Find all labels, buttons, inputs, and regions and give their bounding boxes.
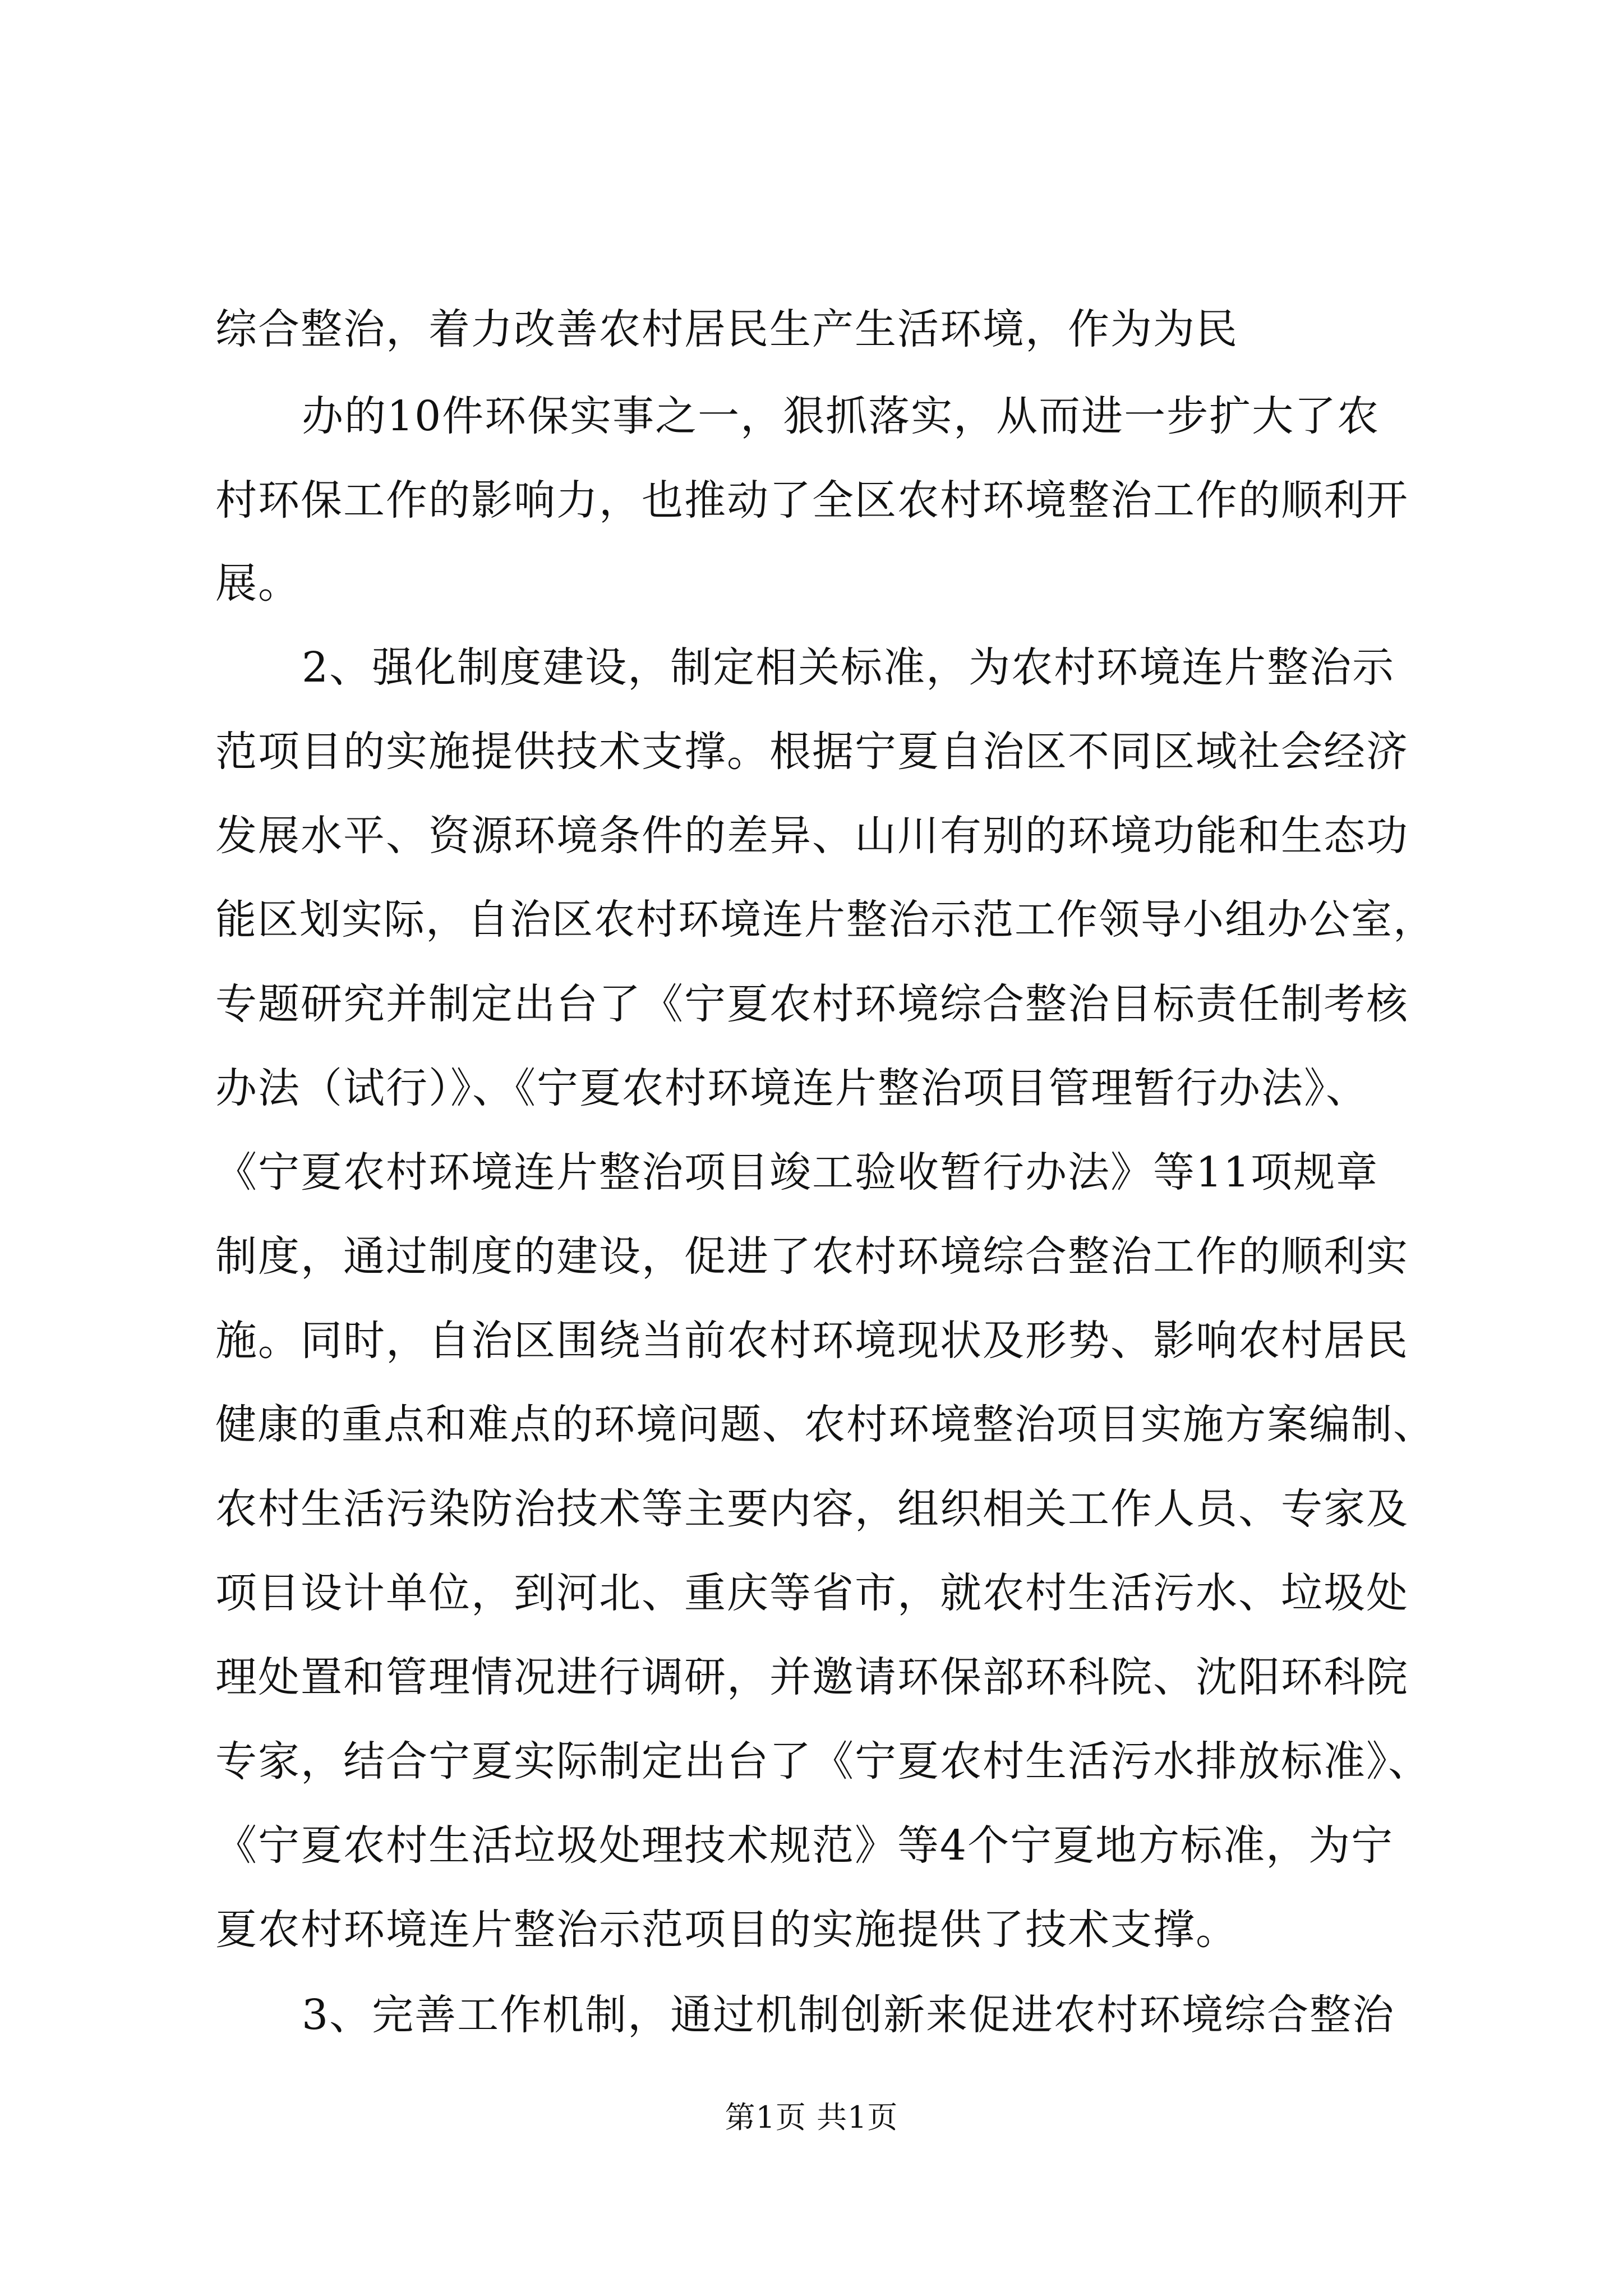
body-text-line: 健康的重点和难点的环境问题、农村环境整治项目实施方案编制、 xyxy=(215,1401,1435,1448)
body-text-line: 3、完善工作机制，通过机制创新来促进农村环境综合整治 xyxy=(302,1991,1395,2039)
body-text-line: 能区划实际，自治区农村环境连片整治示范工作领导小组办公室， xyxy=(215,896,1435,944)
body-text-line: 发展水平、资源环境条件的差异、山川有别的环境功能和生态功 xyxy=(215,812,1409,860)
body-text-line: 项目设计单位，到河北、重庆等省市，就农村生活污水、垃圾处 xyxy=(215,1569,1409,1617)
body-text-line: 《宁夏农村生活垃圾处理技术规范》等4个宁夏地方标准，为宁 xyxy=(215,1821,1394,1870)
page-number-footer: 第1页 共1页 xyxy=(725,2100,898,2135)
body-text-line: 《宁夏农村环境连片整治项目竣工验收暂行办法》等11项规章 xyxy=(215,1148,1379,1197)
body-text-line: 制度，通过制度的建设，促进了农村环境综合整治工作的顺利实 xyxy=(215,1232,1409,1281)
body-text-line: 范项目的实施提供技术支撑。根据宁夏自治区不同区域社会经济 xyxy=(215,728,1409,776)
body-text-line: 2、强化制度建设，制定相关标准，为农村环境连片整治示 xyxy=(302,643,1395,692)
body-text-line: 理处置和管理情况进行调研，并邀请环保部环科院、沈阳环科院 xyxy=(215,1653,1409,1701)
body-text-line: 村环保工作的影响力，也推动了全区农村环境整治工作的顺利开 xyxy=(215,476,1409,524)
body-text-line: 专家，结合宁夏实际制定出台了《宁夏农村生活污水排放标准》、 xyxy=(215,1737,1431,1786)
body-text-line: 施。同时，自治区围绕当前农村环境现状及形势、影响农村居民 xyxy=(215,1317,1409,1365)
body-text-line: 夏农村环境连片整治示范项目的实施提供了技术支撑。 xyxy=(215,1906,1238,1954)
body-text-line: 农村生活污染防治技术等主要内容，组织相关工作人员、专家及 xyxy=(215,1485,1409,1533)
body-text-line: 综合整治，着力改善农村居民生产生活环境，作为为民 xyxy=(215,305,1238,353)
body-text-line: 办法（试行）》、《宁夏农村环境连片整治项目管理暂行办法》、 xyxy=(215,1064,1368,1112)
body-text-line: 办的10件环保实事之一，狠抓落实，从而进一步扩大了农 xyxy=(302,392,1380,440)
body-text-line: 展。 xyxy=(215,559,301,608)
body-text-line: 专题研究并制定出台了《宁夏农村环境综合整治目标责任制考核 xyxy=(215,980,1409,1028)
